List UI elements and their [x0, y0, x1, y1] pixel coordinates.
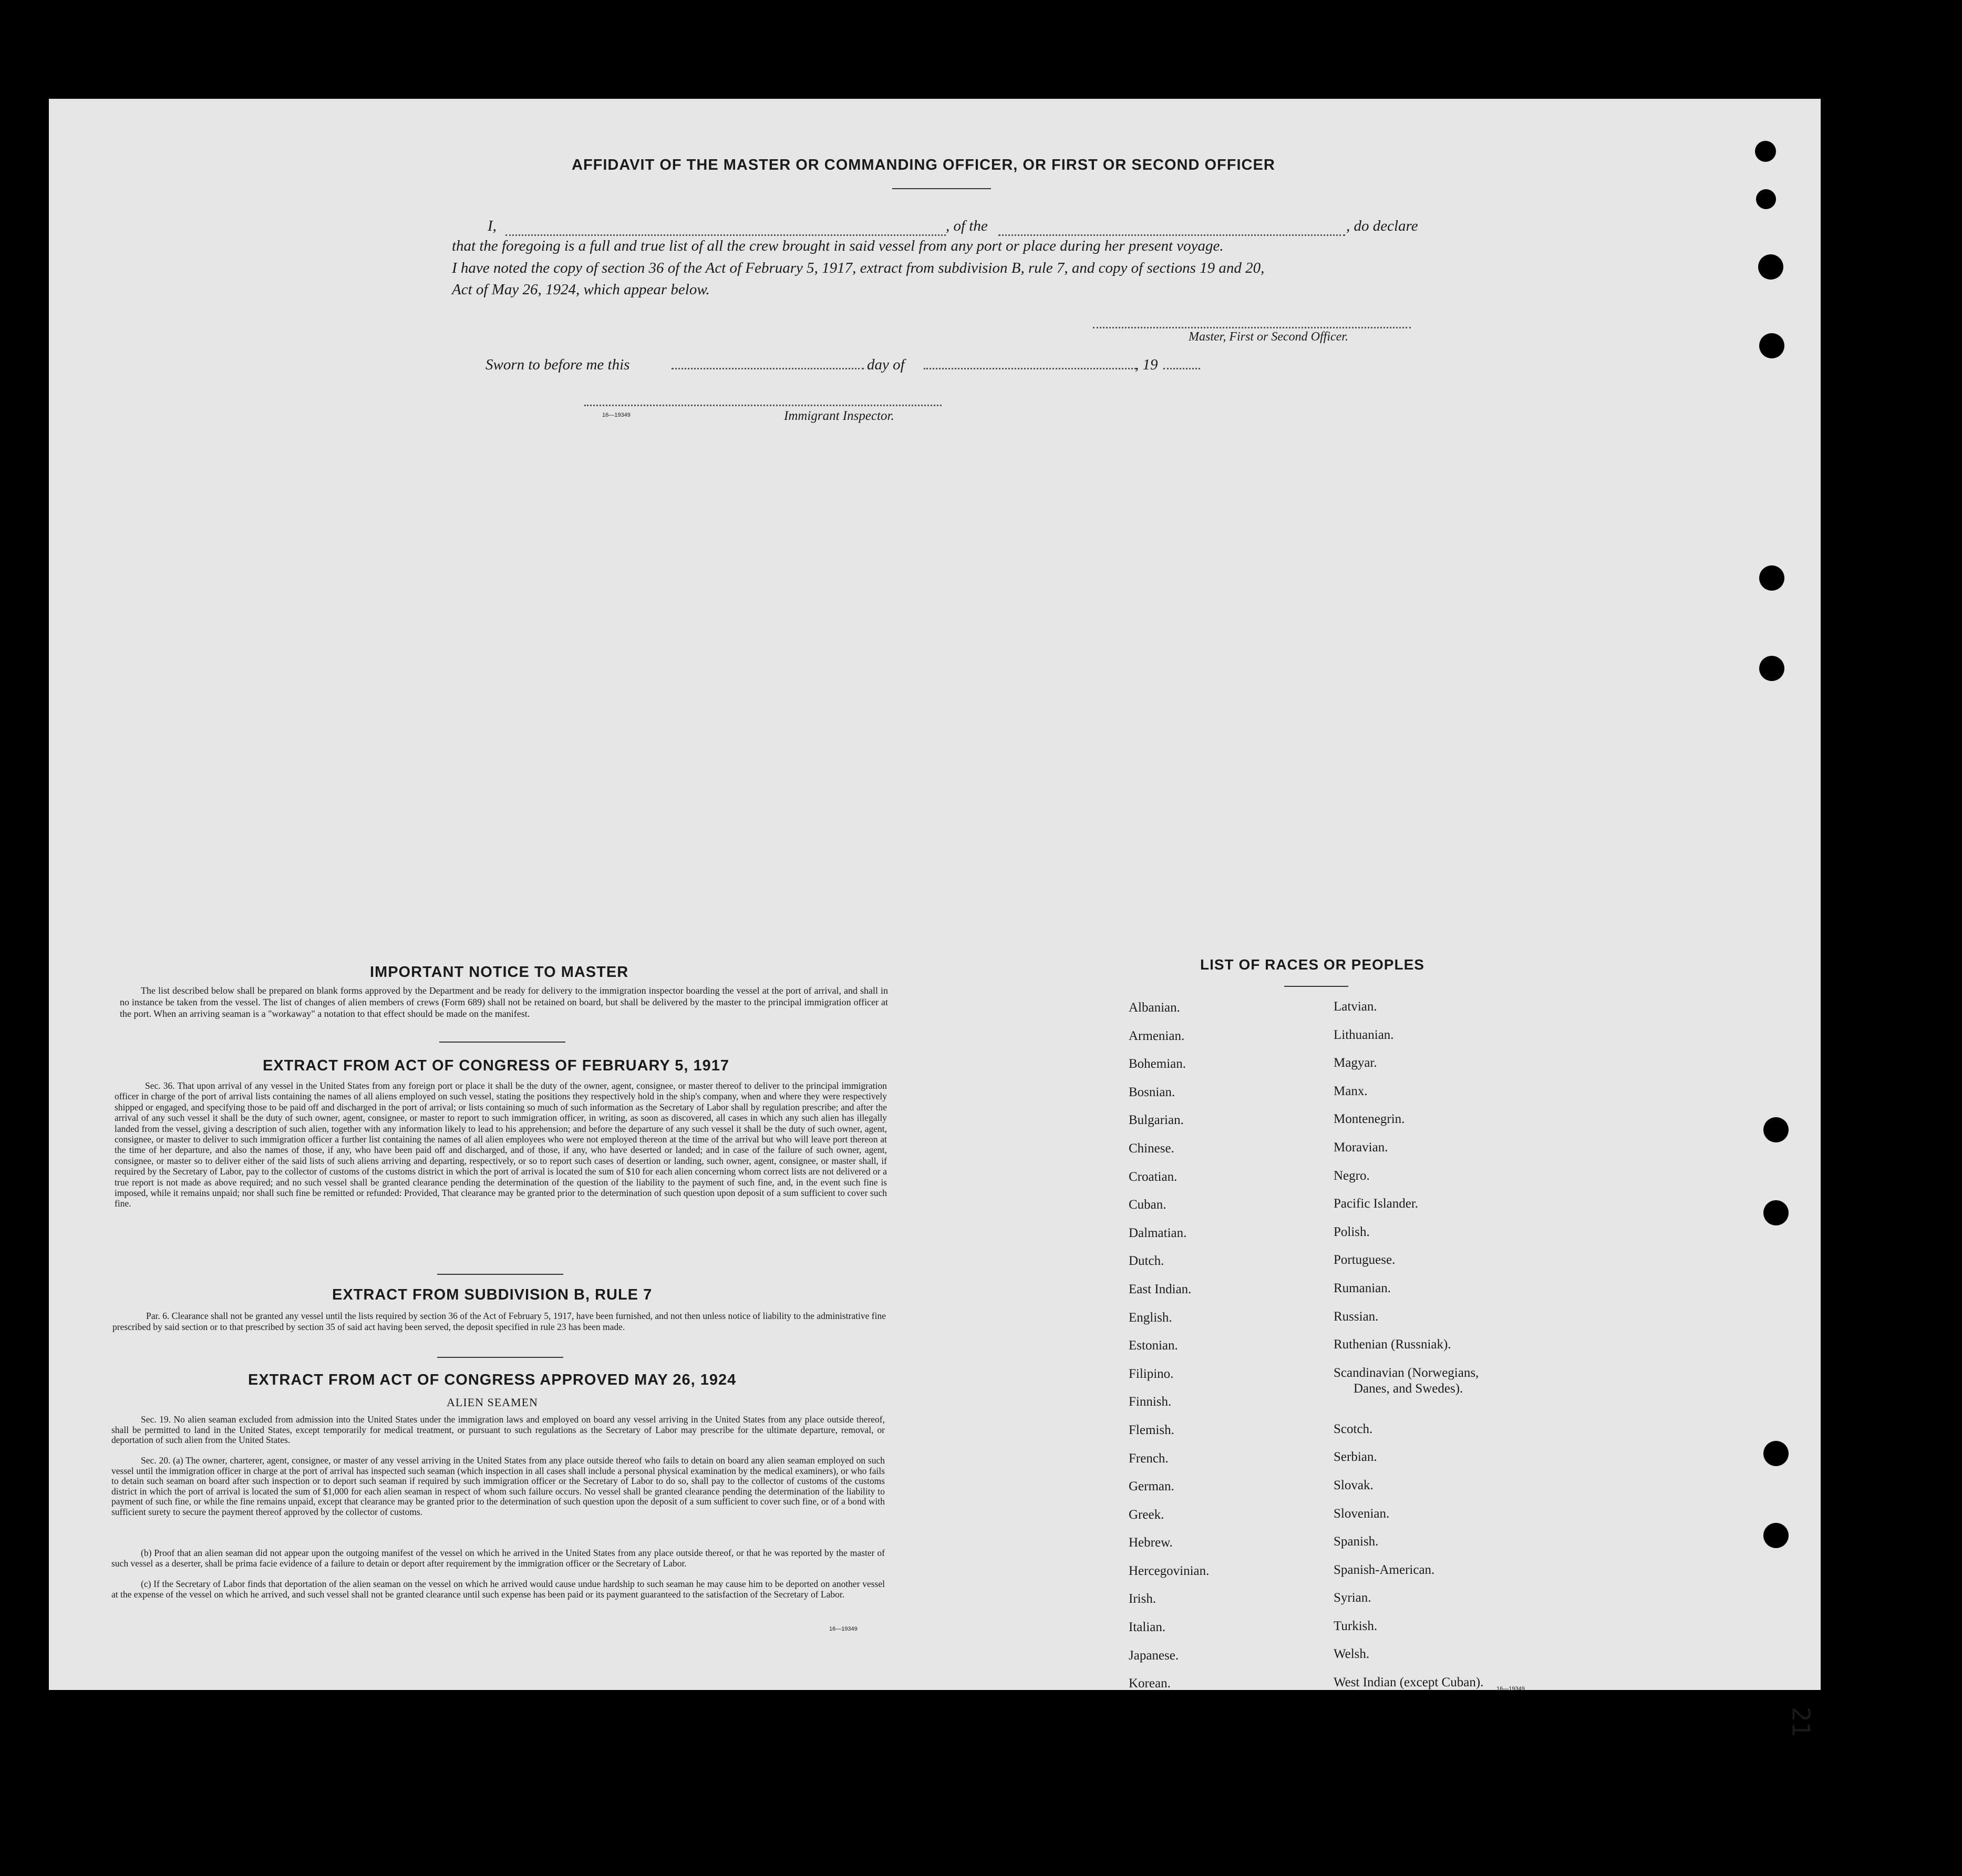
- name-field[interactable]: [505, 234, 946, 236]
- sworn-text-c: , 19: [1135, 356, 1158, 373]
- extract-1917-text: Sec. 36. That upon arrival of any vessel in the United States from any foreign port or place it shall be the duty of the owner, agent, consignee, or master thereof to deliver to the principal immigration officer in charge of the port of arrival lists containing the names of all aliens employed on such vessel, stating the positions they respectively hold in the ship's company, when and where they were respectively shipped or engaged, and specifying those to be paid off and discharged in the port of arrival; or lists containing so much of such information as the Secretary of Labor shall by regulation prescribe; and after the arrival of any such vessel it shall be the duty of such owner, agent, consignee, or master to report to such immigration officer, in writing, as soon as discovered, all cases in which any such alien has illegally landed from the vessel, giving a description of such alien, together with any information likely to lead to his apprehension; and before the departure of any such vessel it shall be the duty of such owner, agent, consignee, or master to deliver to such immigration officer a further list containing the names of all alien employees who were not employed thereon at the time of the arrival but who will leave port thereon at the time of her departure, and also the names of those, if any, who have been paid off and discharged, and of those, if any, who have deserted or landed; and in case of the failure of such owner, agent, consignee, or master so to deliver either of the said lists of such aliens arriving and departing, respectively, or so to report such cases of desertion or landing, such owner, agent, consignee, or master shall, if required by the Secretary of Labor, pay to the collector of customs of the customs district in which the port of arrival is located the sum of $10 for each alien concerning whom correct lists are not delivered or a true report is not made as above required; and no such vessel shall be granted clearance pending the determination of the question of the liability to the payment of such fine, and, in the event such fine is imposed, while it remains unpaid; nor shall such fine be remitted or refunded: Provided, That clearance may be granted prior to the determination of such question upon deposit of a sum sufficient to cover such fine.: [115, 1080, 887, 1209]
- race-item: Bulgarian.: [1129, 1113, 1184, 1128]
- race-item: Manx.: [1334, 1084, 1368, 1098]
- sec20c-text: (c) If the Secretary of Labor finds that deportation of the alien seaman on the vessel on which he arrived would cause undue hardship to such seaman he may cause him to be deported on another vessel at the expense of the vessel on which he arrived, and such vessel shall not be granted clearance until such expense has been paid or its payment guaranteed to the satisfaction of the Secretary of Labor.: [111, 1579, 885, 1600]
- sworn-day-field[interactable]: [672, 368, 864, 369]
- sworn-month-field[interactable]: [924, 368, 1136, 369]
- race-item: Japanese.: [1129, 1648, 1179, 1663]
- form-page: [49, 99, 1821, 1690]
- race-item: Bohemian.: [1129, 1057, 1186, 1071]
- divider: [439, 1042, 565, 1043]
- divider: [892, 188, 991, 189]
- extract-1917-title: EXTRACT FROM ACT OF CONGRESS OF FEBRUARY 5, 1917: [263, 1057, 730, 1074]
- race-item: Hebrew.: [1129, 1535, 1173, 1550]
- race-item: Pacific Islander.: [1334, 1197, 1419, 1211]
- race-item: Albanian.: [1129, 1001, 1180, 1015]
- alien-seamen-subtitle: ALIEN SEAMEN: [447, 1396, 538, 1409]
- master-signature-label: Master, First or Second Officer.: [1189, 330, 1348, 344]
- binder-hole: [1763, 1117, 1789, 1142]
- race-item: Estonian.: [1129, 1338, 1178, 1353]
- affidavit-line1-a: I,: [488, 218, 497, 234]
- race-item: Magyar.: [1334, 1056, 1377, 1070]
- form-number: 16—19349: [1496, 1686, 1525, 1692]
- master-signature-line[interactable]: [1093, 327, 1411, 328]
- divider: [1284, 986, 1348, 987]
- race-item: Irish.: [1129, 1592, 1156, 1606]
- binder-hole: [1759, 565, 1784, 591]
- race-item: Dutch.: [1129, 1254, 1164, 1269]
- race-item: Lithuanian.: [1334, 1027, 1394, 1042]
- race-item: Croatian.: [1129, 1169, 1178, 1184]
- race-item: Filipino.: [1129, 1366, 1174, 1381]
- inspector-signature-label: Immigrant Inspector.: [784, 409, 894, 423]
- race-item: East Indian.: [1129, 1282, 1192, 1296]
- race-item: Spanish.: [1334, 1534, 1379, 1549]
- race-item: Latvian.: [1334, 999, 1377, 1014]
- race-item: West Indian (except Cuban).: [1334, 1675, 1484, 1690]
- race-item: Bosnian.: [1129, 1085, 1175, 1099]
- sec20a-text: Sec. 20. (a) The owner, charterer, agent, consignee, or master of any vessel arriving in the United States from any place outside thereof who fails to detain on board any alien seaman employed on such vessel until the immigration officer in charge at the port of arrival has inspected such seaman (which inspection in all cases shall include a personal physical examination by the medical examiners), or who fails to detain such seaman on board after such inspection or to deport such seaman if required by such immigration officer or the Secretary of Labor to do so, shall pay to the collector of customs of the customs district in which the port of arrival is located the sum of $1,000 for each alien seaman in respect of whom such failure occurs. No vessel shall be granted clearance pending the determination of the liability to payment of such fine, or while the fine remains unpaid, except that clearance may be granted prior to the determination of such question upon the deposit of a sum sufficient to cover such fine, or of a bond with sufficient surety to secure the payment thereof approved by the collector of customs.: [111, 1455, 885, 1517]
- race-item: Rumanian.: [1334, 1281, 1391, 1295]
- race-item: Chinese.: [1129, 1141, 1174, 1156]
- sworn-text-b: day of: [867, 356, 905, 373]
- race-item: Russian.: [1334, 1309, 1379, 1324]
- notice-text: The list described below shall be prepared on blank forms approved by the Department and be ready for delivery to the immigration inspector boarding the vessel at the port of arrival, and shall in no instance be taken from the vessel. The list of changes of alien members of crews (Form 689) shall not be retained on board, but shall be delivered by the master to the principal immigration officer at the port. When an arriving seaman is a "workaway" a notation to that effect should be made on the manifest.: [120, 985, 888, 1019]
- race-item: German.: [1129, 1479, 1174, 1494]
- binder-hole: [1755, 141, 1776, 162]
- affidavit-line2: that the foregoing is a full and true list of all the crew brought in said vessel from any port or place during her present voyage.: [452, 238, 1224, 254]
- affidavit-line1-b: , of the: [946, 218, 988, 234]
- affidavit-line1-c: , do declare: [1346, 218, 1418, 234]
- race-item: Slovenian.: [1334, 1506, 1390, 1521]
- race-item: Negro.: [1334, 1168, 1370, 1183]
- affidavit-title: AFFIDAVIT OF THE MASTER OR COMMANDING OFFICER, OR FIRST OR SECOND OFFICER: [572, 157, 1275, 173]
- sec20b-text: (b) Proof that an alien seaman did not appear upon the outgoing manifest of the vessel on which he arrived in the United States from any place outside thereof, or that he was reported by the master of such vessel as a deserter, shall be prima facie evidence of a failure to detain or deport after requirement by the immigration officer or the Secretary of Labor.: [111, 1548, 885, 1569]
- race-item: Turkish.: [1334, 1619, 1378, 1633]
- form-number: 16—19349: [829, 1626, 858, 1632]
- affidavit-line3: I have noted the copy of section 36 of the Act of February 5, 1917, extract from subdivision B, rule 7, and copy of sections 19 and 20,: [452, 260, 1265, 276]
- binder-hole: [1763, 1200, 1789, 1225]
- race-item: Scandinavian (Norwegians,: [1334, 1365, 1479, 1380]
- affidavit-line4: Act of May 26, 1924, which appear below.: [452, 281, 710, 298]
- form-number: 16—19349: [602, 412, 631, 418]
- binder-hole: [1759, 333, 1784, 358]
- race-item: Spanish-American.: [1334, 1562, 1435, 1577]
- race-item: Syrian.: [1334, 1591, 1371, 1605]
- race-item: Greek.: [1129, 1507, 1164, 1522]
- sworn-text-a: Sworn to before me this: [486, 356, 630, 373]
- divider: [437, 1274, 563, 1275]
- race-item: Cuban.: [1129, 1198, 1166, 1212]
- race-item: Dalmatian.: [1129, 1225, 1187, 1240]
- races-title: LIST OF RACES OR PEOPLES: [1200, 956, 1424, 973]
- binder-hole: [1759, 656, 1784, 681]
- race-item: Finnish.: [1129, 1395, 1172, 1409]
- race-item: French.: [1129, 1451, 1169, 1466]
- page-number: 21: [1787, 1706, 1815, 1738]
- races-column-1: [1129, 1001, 1209, 1705]
- extract-1924-title: EXTRACT FROM ACT OF CONGRESS APPROVED MAY 26, 1924: [248, 1372, 737, 1388]
- vessel-field[interactable]: [998, 234, 1345, 236]
- race-item: Korean.: [1129, 1676, 1171, 1691]
- race-item: Armenian.: [1129, 1028, 1185, 1043]
- rule7-text: Par. 6. Clearance shall not be granted any vessel until the lists required by section 36 of the Act of February 5, 1917, have been furnished, and not then unless notice of liability to the administrative fine prescribed by said section or to that prescribed by section 35 of said act having been served, the deposit specified in rule 23 has been made.: [112, 1311, 886, 1332]
- race-item: Danes, and Swedes).: [1354, 1381, 1463, 1396]
- race-item: Italian.: [1129, 1620, 1166, 1635]
- binder-hole: [1758, 254, 1783, 280]
- race-item: Portuguese.: [1334, 1253, 1396, 1267]
- race-item: Serbian.: [1334, 1450, 1377, 1465]
- race-item: Hercegovinian.: [1129, 1563, 1210, 1578]
- inspector-signature-line[interactable]: [584, 405, 942, 406]
- divider: [437, 1357, 563, 1358]
- notice-title: IMPORTANT NOTICE TO MASTER: [370, 964, 629, 981]
- rule7-title: EXTRACT FROM SUBDIVISION B, RULE 7: [332, 1286, 653, 1303]
- race-item: Welsh.: [1334, 1647, 1370, 1662]
- binder-hole: [1763, 1441, 1789, 1466]
- binder-hole: [1763, 1523, 1789, 1548]
- race-item: Ruthenian (Russniak).: [1334, 1337, 1451, 1352]
- race-item: Montenegrin.: [1334, 1112, 1405, 1127]
- race-item: Scotch.: [1334, 1421, 1373, 1436]
- sworn-year-field[interactable]: [1163, 368, 1200, 369]
- sec19-text: Sec. 19. No alien seaman excluded from admission into the United States under the immigration laws and employed on board any vessel arriving in the United States from any place outside thereof, shall be permitted to land in the United States, except temporarily for medical treatment, or pursuant to such regulations as the Secretary of Labor may prescribe for the ultimate departure, removal, or deportation of such alien from the United States.: [111, 1414, 885, 1446]
- race-item: English.: [1129, 1310, 1172, 1325]
- races-column-2: [1334, 999, 1483, 1704]
- race-item: Polish.: [1334, 1224, 1370, 1239]
- binder-hole: [1756, 189, 1776, 209]
- race-item: Slovak.: [1334, 1478, 1374, 1492]
- race-item: Flemish.: [1129, 1423, 1174, 1437]
- race-item: Moravian.: [1334, 1140, 1388, 1155]
